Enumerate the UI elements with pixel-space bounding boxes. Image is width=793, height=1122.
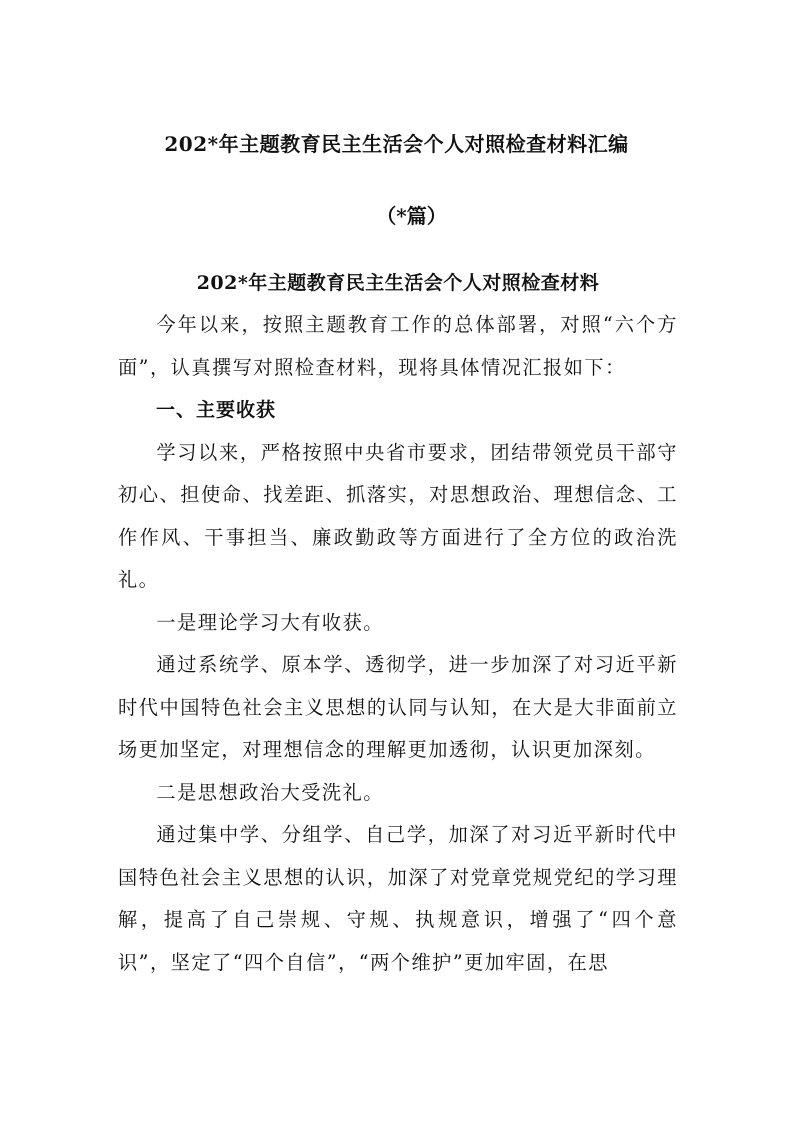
intro-paragraph: 今年以来，按照主题教育工作的总体部署，对照“六个方面”，认真撰写对照检查材料，现将具体情况汇报如下： xyxy=(118,313,678,379)
body-paragraph: 学习以来，严格按照中央省市要求，团结带领党员干部守初心、担使命、找差距、抓落实，对思想政治、理想信念、工作作风、干事担当、廉政勤政等方面进行了全方位的政治洗礼。 xyxy=(118,440,678,591)
article-heading: 202*年主题教育民主生活会个人对照检查材料 xyxy=(196,272,600,294)
document-title: 202*年主题教育民主生活会个人对照检查材料汇编 xyxy=(164,132,629,156)
section-heading-main-gains: 一、主要收获 xyxy=(156,399,277,421)
body-paragraph: 通过系统学、原本学、透彻学，进一步加深了对习近平新时代中国特色社会主义思想的认同与认知，在大是大非面前立场更加坚定，对理想信念的理解更加透彻，认识更加深刻。 xyxy=(118,653,678,761)
document-subtitle: （*篇） xyxy=(376,204,447,228)
subheading-theory-study: 一是理论学习大有收获。 xyxy=(156,610,384,634)
body-paragraph: 通过集中学、分组学、自己学，加深了对习近平新时代中国特色社会主义思想的认识，加深了对党章党规党纪的学习理解，提高了自己崇规、守规、执规意识，增强了“四个意识”，坚定了“四个自信”，“两个维护”更加牢固，在思 xyxy=(118,823,678,974)
document-body xyxy=(118,262,678,984)
subheading-political-thought: 二是思想政治大受洗礼。 xyxy=(156,780,384,804)
